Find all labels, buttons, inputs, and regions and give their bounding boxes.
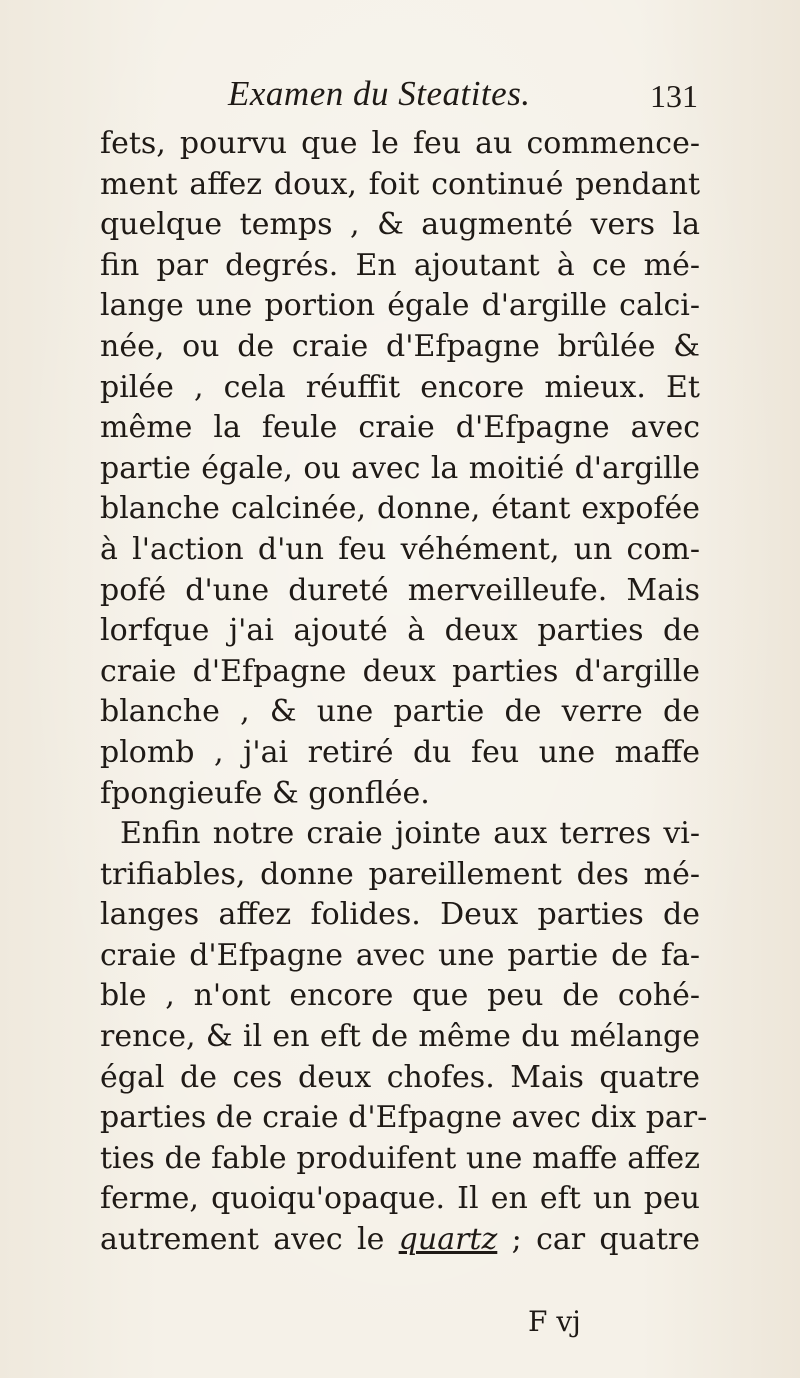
text-line: pilée , cela réuffit encore mieux. Et xyxy=(100,369,700,405)
text-line: fets, pourvu que le feu au commence- xyxy=(100,126,700,161)
text-line: trifiables, donne pareillement des mé- xyxy=(100,856,700,892)
text-line: partie égale, ou avec la moitié d'argille xyxy=(100,450,700,486)
text-line: blanche , & une partie de verre de xyxy=(100,694,700,730)
text-line: ferme, quoiqu'opaque. Il en eft un peu xyxy=(100,1181,700,1217)
text-line: ble , n'ont encore que peu de cohé- xyxy=(100,978,700,1014)
text-line: même la feule craie d'Efpagne avec xyxy=(100,410,700,446)
paragraph-end-line: fpongieufe & gonflée. xyxy=(100,775,430,811)
text-line: rence, & il en eft de même du mélange xyxy=(100,1019,700,1055)
text-segment: ; car quatre xyxy=(497,1222,700,1258)
text-line: blanche calcinée, donne, étant expofée xyxy=(100,491,700,527)
text-line: parties de craie d'Efpagne avec dix par- xyxy=(100,1100,708,1136)
page-footer xyxy=(100,1302,700,1342)
text-line: craie d'Efpagne avec une partie de fa- xyxy=(100,937,700,973)
text-line: langes affez folides. Deux parties de xyxy=(100,897,700,933)
text-line: née, ou de craie d'Efpagne brûlée & xyxy=(100,328,700,364)
text-line: égal de ces deux chofes. Mais quatre xyxy=(100,1059,700,1095)
text-segment: autrement avec le xyxy=(100,1222,399,1258)
paragraph-start-line: Enfin notre craie jointe aux terres vi- xyxy=(120,816,700,852)
text-line: fin par degrés. En ajoutant à ce mé- xyxy=(100,247,700,283)
page-header xyxy=(228,70,698,122)
page-number: 131 xyxy=(650,78,698,114)
text-line-with-italic xyxy=(100,1220,700,1261)
text-line: craie d'Efpagne deux parties d'argille xyxy=(100,653,700,689)
text-line: quelque temps , & augmenté vers la xyxy=(100,207,700,243)
italic-term: quartz xyxy=(398,1222,498,1258)
text-line: pofé d'une dureté merveilleufe. Mais xyxy=(100,572,700,608)
text-line: ment affez doux, foit continué pendant xyxy=(100,166,700,202)
text-line: à l'action d'un feu véhément, un com- xyxy=(100,531,700,567)
text-line: lorfque j'ai ajouté à deux parties de xyxy=(100,613,700,649)
text-line: lange une portion égale d'argille calci- xyxy=(100,288,700,324)
text-line: ties de fable produifent une maffe affez xyxy=(100,1140,700,1176)
running-title: Examen du Steatites. xyxy=(228,74,531,113)
signature-mark: F vj xyxy=(528,1305,581,1338)
text-line: plomb , j'ai retiré du feu une maffe xyxy=(100,734,700,770)
body-text xyxy=(100,124,708,1261)
